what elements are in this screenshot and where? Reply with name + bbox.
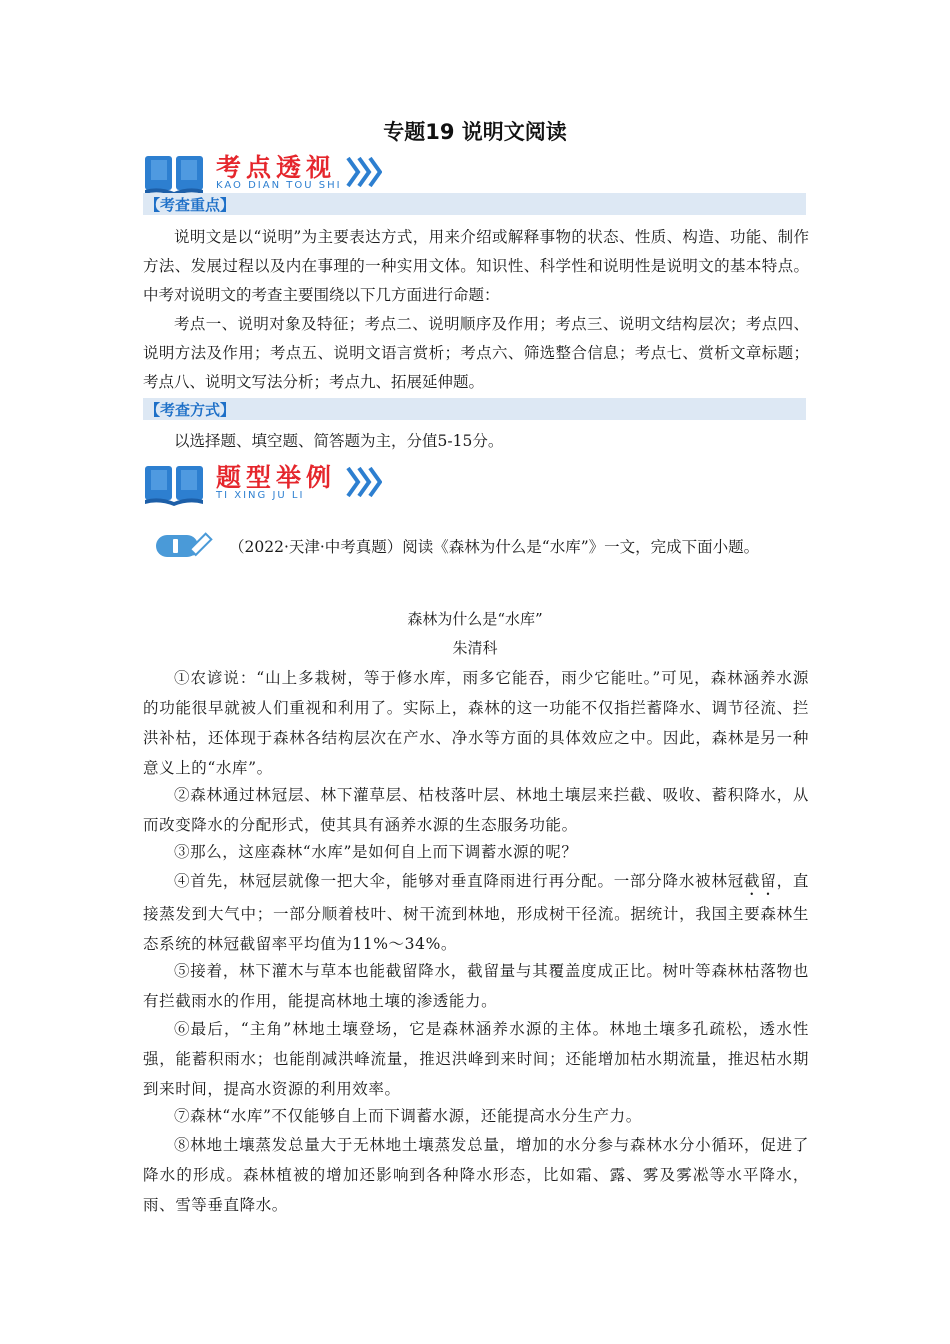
focus-paragraph: 说明文是以“说明”为主要表达方式，用来介绍或解释事物的状态、性质、构造、功能、制作方法、发展过程以及内在事理的一种实用文体。知识性、科学性和说明性是说明文的基本特点。中考对说明文的考查主要围绕以下几方面进行命题：: [143, 228, 809, 304]
section-banner-kaodian: [143, 150, 393, 196]
page-title: 专题19 说明文阅读: [383, 120, 567, 144]
section-subtitle: TI XING JU LI: [216, 490, 305, 501]
paragraph-4-start: ④首先，林冠层就像一把大伞，能够对垂直降雨进行再分配。一部分降水被林冠: [174, 872, 745, 890]
article-title: 森林为什么是“水库”: [407, 610, 543, 628]
article-paragraph-7: ⑦森林“水库”不仅能够自上而下调蓄水源，还能提高水分生产力。: [174, 1107, 642, 1125]
method-paragraph: 以选择题、填空题、简答题为主，分值5-15分。: [174, 432, 504, 450]
label-method: 【考查方式】: [145, 401, 236, 419]
article-paragraph-8: ⑧林地土壤蒸发总量大于无林地土壤蒸发总量，增加的水分参与森林水分小循环，促进了降水的形成。森林植被的增加还影响到各种降水形态，比如霜、露、雾及雾凇等水平降水，雨、雪等垂直降水。: [143, 1136, 809, 1214]
article-paragraph-1: ①农谚说：“山上多栽树，等于修水库，雨多它能吞，雨少它能吐。”可见，森林涵养水源的功能很早就被人们重视和利用了。实际上，森林的这一功能不仅指拦蓄降水、调节径流、拦洪补枯，还体现于森林各结构层次在产水、净水等方面的具体效应之中。因此，森林是另一种意义上的“水库”。: [143, 669, 809, 777]
open-book-icon: [143, 152, 205, 196]
article-paragraph-4: [143, 866, 809, 959]
paragraph-4-end: ，直接蒸发到大气中；一部分顺着枝叶、树干流到林地，形成树干径流。据统计，我国主要森林生态系统的林冠截留率平均值为11%～34%。: [143, 872, 809, 953]
article-paragraph-3: ③那么，这座森林“水库”是如何自上而下调蓄水源的呢？: [174, 843, 578, 861]
emphasized-word: 截留: [744, 872, 777, 890]
chevrons-right-icon: [346, 466, 382, 498]
article-paragraph-6: ⑥最后，“主角”林地土壤登场，它是森林涵养水源的主体。林地土壤多孔疏松，透水性强，能蓄积雨水；也能削减洪峰流量，推迟洪峰到来时间；还能增加枯水期流量，推迟枯水期到来时间，提高水资源的利用效率。: [143, 1020, 809, 1098]
article-paragraph-5: ⑤接着，林下灌木与草本也能截留降水，截留量与其覆盖度成正比。树叶等森林枯落物也有拦截雨水的作用，能提高林地土壤的渗透能力。: [143, 962, 809, 1010]
article-paragraph-2: ②森林通过林冠层、林下灌草层、枯枝落叶层、林地土壤层来拦截、吸收、蓄积降水，从而改变降水的分配形式，使其具有涵养水源的生态服务功能。: [143, 786, 809, 834]
section-banner-tixing: [143, 460, 393, 506]
chevrons-right-icon: [346, 156, 382, 188]
label-bar-method: [143, 398, 806, 420]
section-title: 考点透视: [216, 153, 337, 182]
question-intro: （2022·天津·中考真题）阅读《森林为什么是“水库”》一文，完成下面小题。: [229, 538, 760, 556]
focus-points-paragraph: 考点一、说明对象及特征；考点二、说明顺序及作用；考点三、说明文结构层次；考点四、说明方法及作用；考点五、说明文语言赏析；考点六、筛选整合信息；考点七、赏析文章标题；考点八、说明文写法分析；考点九、拓展延伸题。: [143, 315, 809, 391]
label-bar-focus: [143, 193, 806, 215]
label-focus: 【考查重点】: [145, 196, 236, 214]
article-author: 朱清科: [452, 639, 498, 657]
open-book-icon: [143, 462, 205, 506]
section-subtitle: KAO DIAN TOU SHI: [216, 180, 342, 191]
section-title: 题型举例: [216, 463, 337, 492]
